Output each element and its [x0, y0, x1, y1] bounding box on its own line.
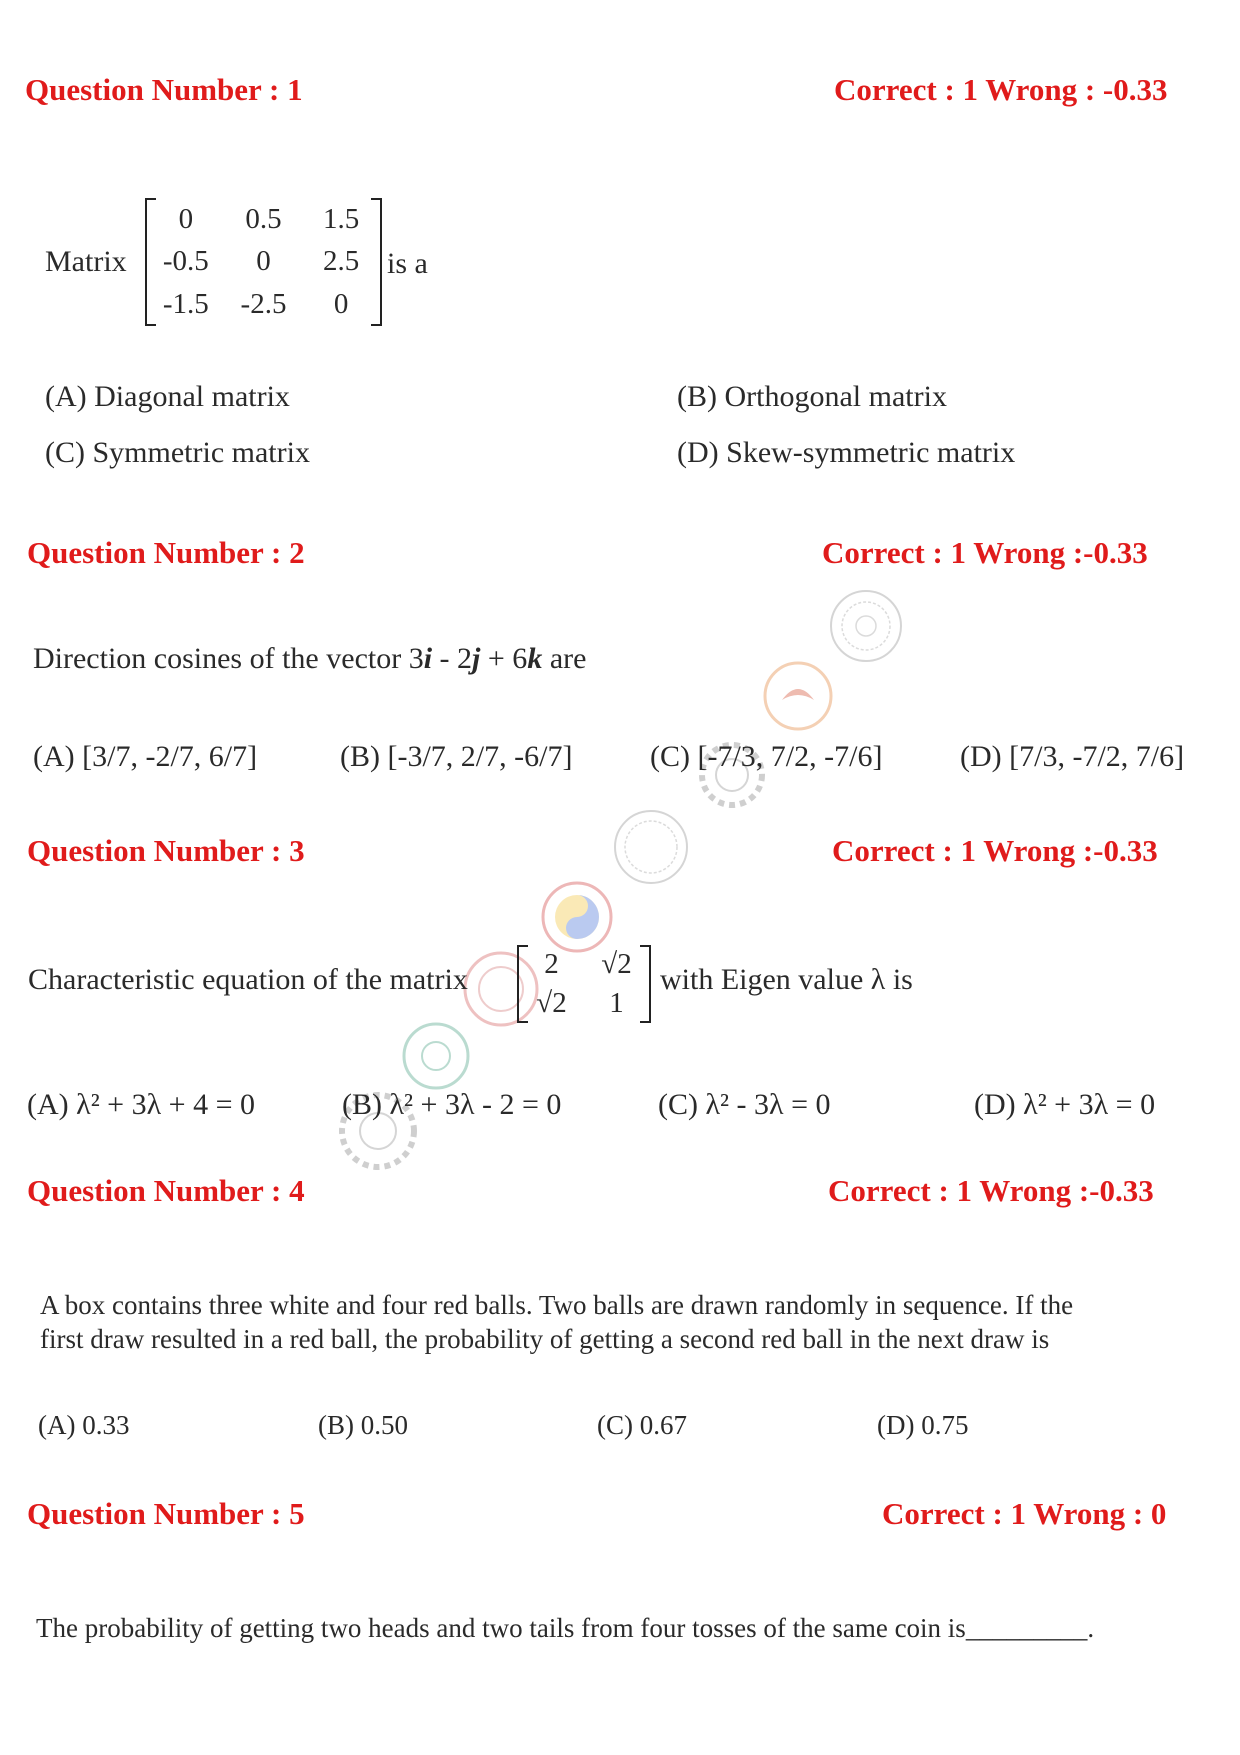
question-4-header: Question Number : 4: [27, 1173, 305, 1208]
watermark-yin-yang-icon: [540, 880, 614, 954]
question-3-header: Question Number : 3: [27, 833, 305, 868]
question-1-option-b[interactable]: (B) Orthogonal matrix: [677, 380, 947, 413]
matrix-cell: 0: [333, 288, 349, 321]
vector-k: k: [527, 642, 543, 675]
matrix-cell: -2.5: [240, 288, 287, 321]
matrix-cell: 1.5: [323, 202, 360, 235]
question-4-marks: Correct : 1 Wrong :-0.33: [828, 1173, 1154, 1208]
stem-text: Direction cosines of the vector 3: [33, 642, 424, 675]
stem-text: are: [542, 642, 587, 675]
matrix-cell: -0.5: [162, 245, 209, 278]
question-2-option-c[interactable]: (C) [-7/3, 7/2, -7/6]: [650, 740, 883, 773]
matrix-cell: √2: [536, 987, 567, 1019]
question-3-option-c[interactable]: (C) λ² - 3λ = 0: [658, 1088, 831, 1121]
vector-i: i: [423, 642, 433, 675]
question-3-stem-suffix: with Eigen value λ is: [660, 963, 913, 996]
question-3-option-a[interactable]: (A) λ² + 3λ + 4 = 0: [27, 1088, 255, 1121]
watermark-emblem-icon: [762, 660, 834, 732]
question-1-marks: Correct : 1 Wrong : -0.33: [834, 72, 1168, 107]
question-3-marks: Correct : 1 Wrong :-0.33: [832, 833, 1158, 868]
matrix-cell: 2: [544, 948, 559, 980]
question-5-header: Question Number : 5: [27, 1496, 305, 1531]
matrix-cell: 1: [609, 987, 624, 1019]
question-2-option-b[interactable]: (B) [-3/7, 2/7, -6/7]: [340, 740, 573, 773]
question-1-stem-suffix: is a: [387, 247, 428, 280]
question-3-matrix: [517, 945, 651, 1023]
question-4-stem-line-1: A box contains three white and four red balls. Two balls are drawn randomly in sequence. If the: [40, 1290, 1074, 1320]
watermark-seal-icon: [612, 808, 690, 886]
question-4-option-b[interactable]: (B) 0.50: [318, 1410, 408, 1440]
matrix-cell: 0: [178, 202, 194, 235]
question-4-stem-line-2: first draw resulted in a red ball, the probability of getting a second red ball in the next draw is: [40, 1324, 1050, 1354]
matrix-cell: 0: [256, 245, 271, 278]
question-1-option-c[interactable]: (C) Symmetric matrix: [45, 436, 310, 469]
question-3-option-b[interactable]: (B) λ² + 3λ - 2 = 0: [342, 1088, 562, 1121]
question-3-stem-prefix: Characteristic equation of the matrix: [28, 963, 468, 996]
watermark-emblem-icon: [400, 1020, 472, 1092]
question-4-option-a[interactable]: (A) 0.33: [38, 1410, 130, 1440]
vector-j: j: [472, 642, 481, 675]
matrix-cell: 0.5: [245, 202, 282, 235]
question-2-stem: [33, 642, 586, 676]
question-1-option-a[interactable]: (A) Diagonal matrix: [45, 380, 290, 413]
question-1-matrix: [145, 198, 382, 326]
matrix-cell: √2: [601, 948, 632, 980]
question-1-option-d[interactable]: (D) Skew-symmetric matrix: [677, 436, 1016, 469]
matrix-cell: 2.5: [323, 245, 360, 278]
matrix-cell: -1.5: [162, 288, 209, 321]
question-2-header: Question Number : 2: [27, 535, 305, 570]
question-2-marks: Correct : 1 Wrong :-0.33: [822, 535, 1148, 570]
question-3-option-d[interactable]: (D) λ² + 3λ = 0: [974, 1088, 1156, 1121]
question-5-marks: Correct : 1 Wrong : 0: [882, 1496, 1167, 1531]
question-2-option-d[interactable]: (D) [7/3, -7/2, 7/6]: [960, 740, 1185, 773]
question-4-option-d[interactable]: (D) 0.75: [877, 1410, 969, 1440]
question-2-option-a[interactable]: (A) [3/7, -2/7, 6/7]: [33, 740, 258, 773]
question-1-header: Question Number : 1: [25, 72, 303, 107]
stem-text: + 6: [480, 642, 528, 675]
question-4-option-c[interactable]: (C) 0.67: [597, 1410, 687, 1440]
question-5-stem: The probability of getting two heads and two tails from four tosses of the same coin is_________.: [36, 1613, 1095, 1643]
question-1-stem-prefix: Matrix: [45, 245, 127, 278]
stem-text: - 2: [432, 642, 473, 675]
watermark-seal-icon: [828, 588, 904, 664]
